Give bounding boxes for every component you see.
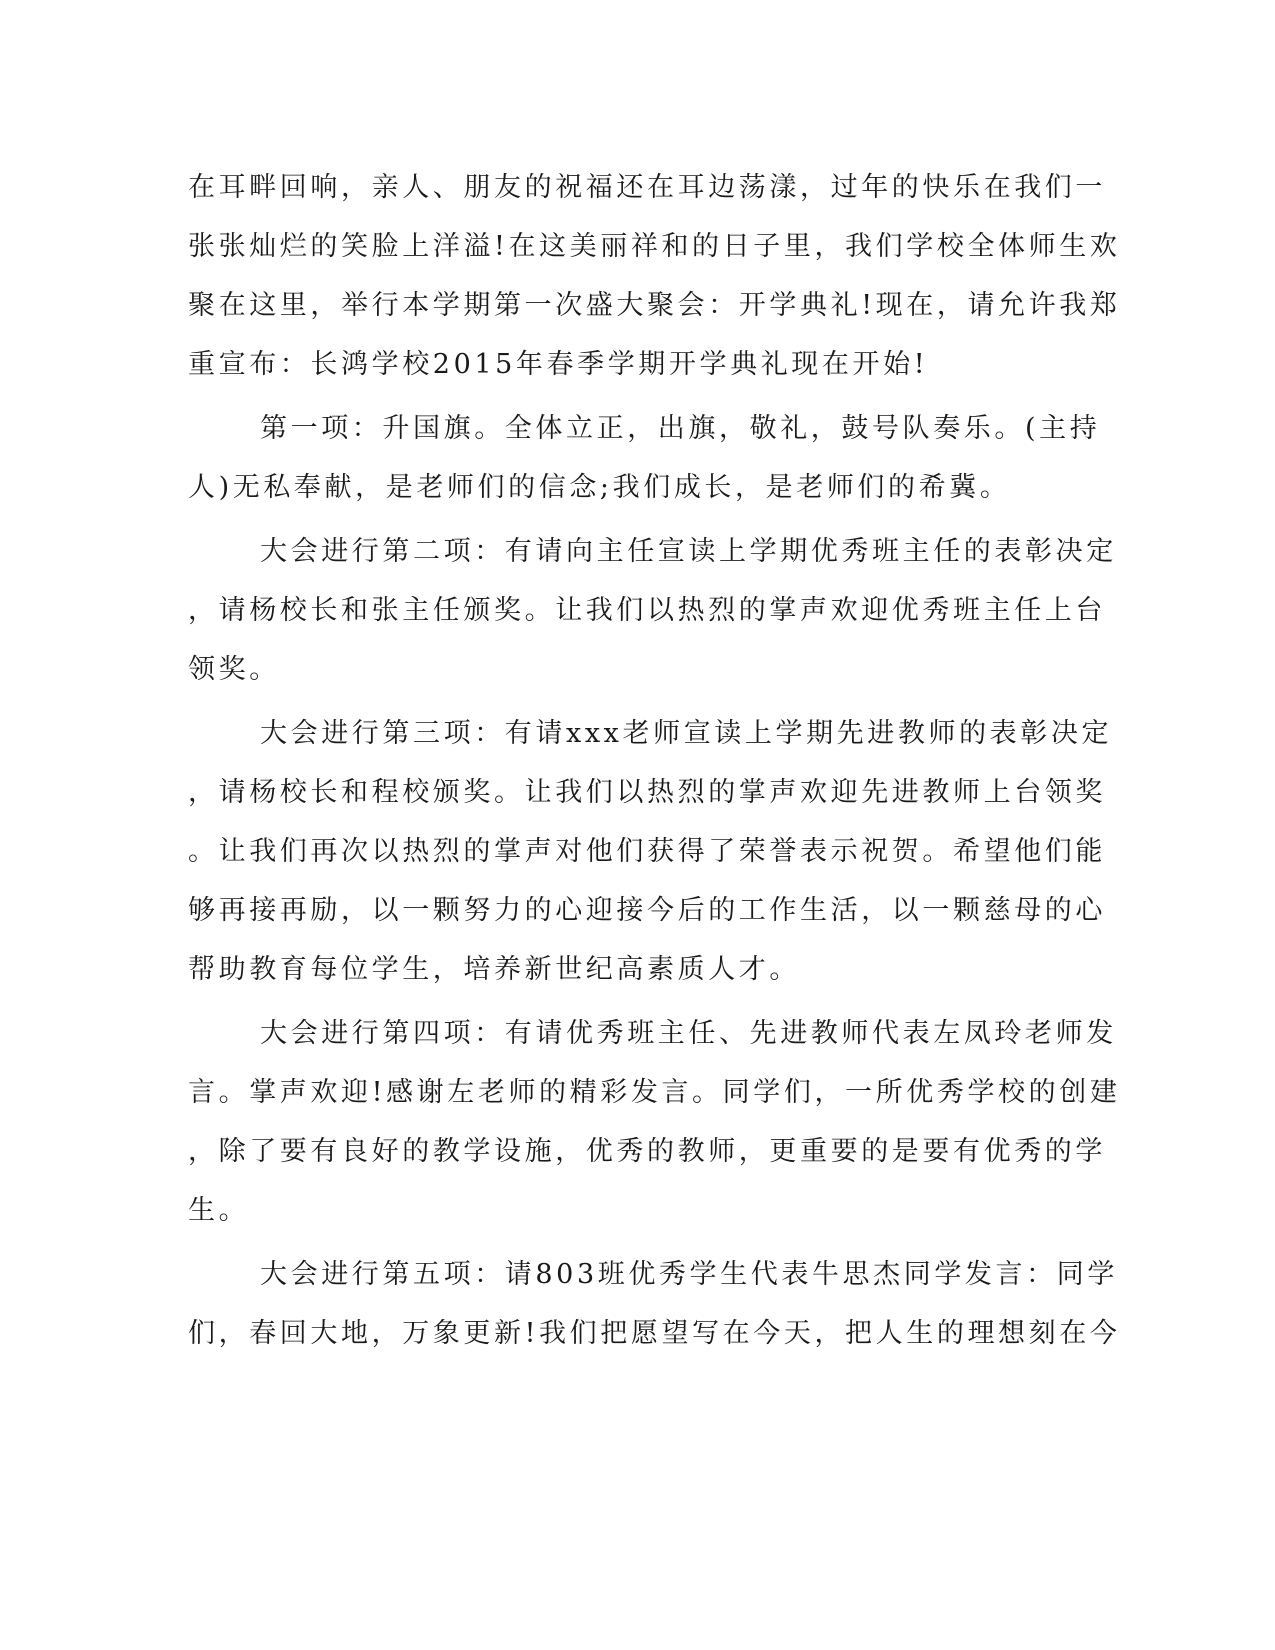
text-line: ，除了要有良好的教学设施，优秀的教师，更重要的是要有优秀的学: [188, 1136, 1106, 1167]
text-line: ，请杨校长和张主任颁奖。让我们以热烈的掌声欢迎优秀班主任上台: [188, 595, 1106, 626]
paragraph-item-2: [188, 522, 1117, 699]
document-body: [188, 158, 1121, 1363]
text-line: 大会进行第五项：请803班优秀学生代表牛思杰同学发言：同学: [260, 1259, 1118, 1290]
text-line: 帮助教育每位学生，培养新世纪高素质人才。: [188, 954, 800, 985]
text-line: 张张灿烂的笑脸上洋溢!在这美丽祥和的日子里，我们学校全体师生欢: [188, 231, 1121, 262]
text-line: 够再接再励，以一颗努力的心迎接今后的工作生活，以一颗慈母的心: [188, 895, 1106, 926]
text-line: 第一项：升国旗。全体立正，出旗，敬礼，鼓号队奏乐。(主持: [260, 413, 1101, 444]
text-line: 人)无私奉献，是老师们的信念;我们成长，是老师们的希冀。: [188, 472, 1011, 503]
text-line: 聚在这里，举行本学期第一次盛大聚会：开学典礼!现在，请允许我郑: [188, 290, 1121, 321]
text-line: 。让我们再次以热烈的掌声对他们获得了荣誉表示祝贺。希望他们能: [188, 836, 1106, 867]
text-line: 大会进行第四项：有请优秀班主任、先进教师代表左凤玲老师发: [260, 1018, 1117, 1049]
text-line: 领奖。: [188, 654, 280, 685]
paragraph-opening: [188, 158, 1121, 394]
text-line: 生。: [188, 1195, 250, 1226]
text-line: 们，春回大地，万象更新!我们把愿望写在今天，把人生的理想刻在今: [188, 1318, 1121, 1349]
text-line: ，请杨校长和程校颁奖。让我们以热烈的掌声欢迎先进教师上台领奖: [188, 777, 1106, 808]
text-line: 大会进行第二项：有请向主任宣读上学期优秀班主任的表彰决定: [260, 536, 1117, 567]
paragraph-item-5: [188, 1245, 1121, 1363]
text-line: 大会进行第三项：有请xxx老师宣读上学期先进教师的表彰决定: [260, 718, 1113, 749]
paragraph-item-4: [188, 1004, 1121, 1240]
paragraph-item-3: [188, 704, 1113, 999]
paragraph-item-1: [188, 399, 1101, 517]
text-line: 言。掌声欢迎!感谢左老师的精彩发言。同学们，一所优秀学校的创建: [188, 1077, 1121, 1108]
text-line: 重宣布：长鸿学校2015年春季学期开学典礼现在开始!: [188, 349, 929, 380]
text-line: 在耳畔回响，亲人、朋友的祝福还在耳边荡漾，过年的快乐在我们一: [188, 172, 1106, 203]
